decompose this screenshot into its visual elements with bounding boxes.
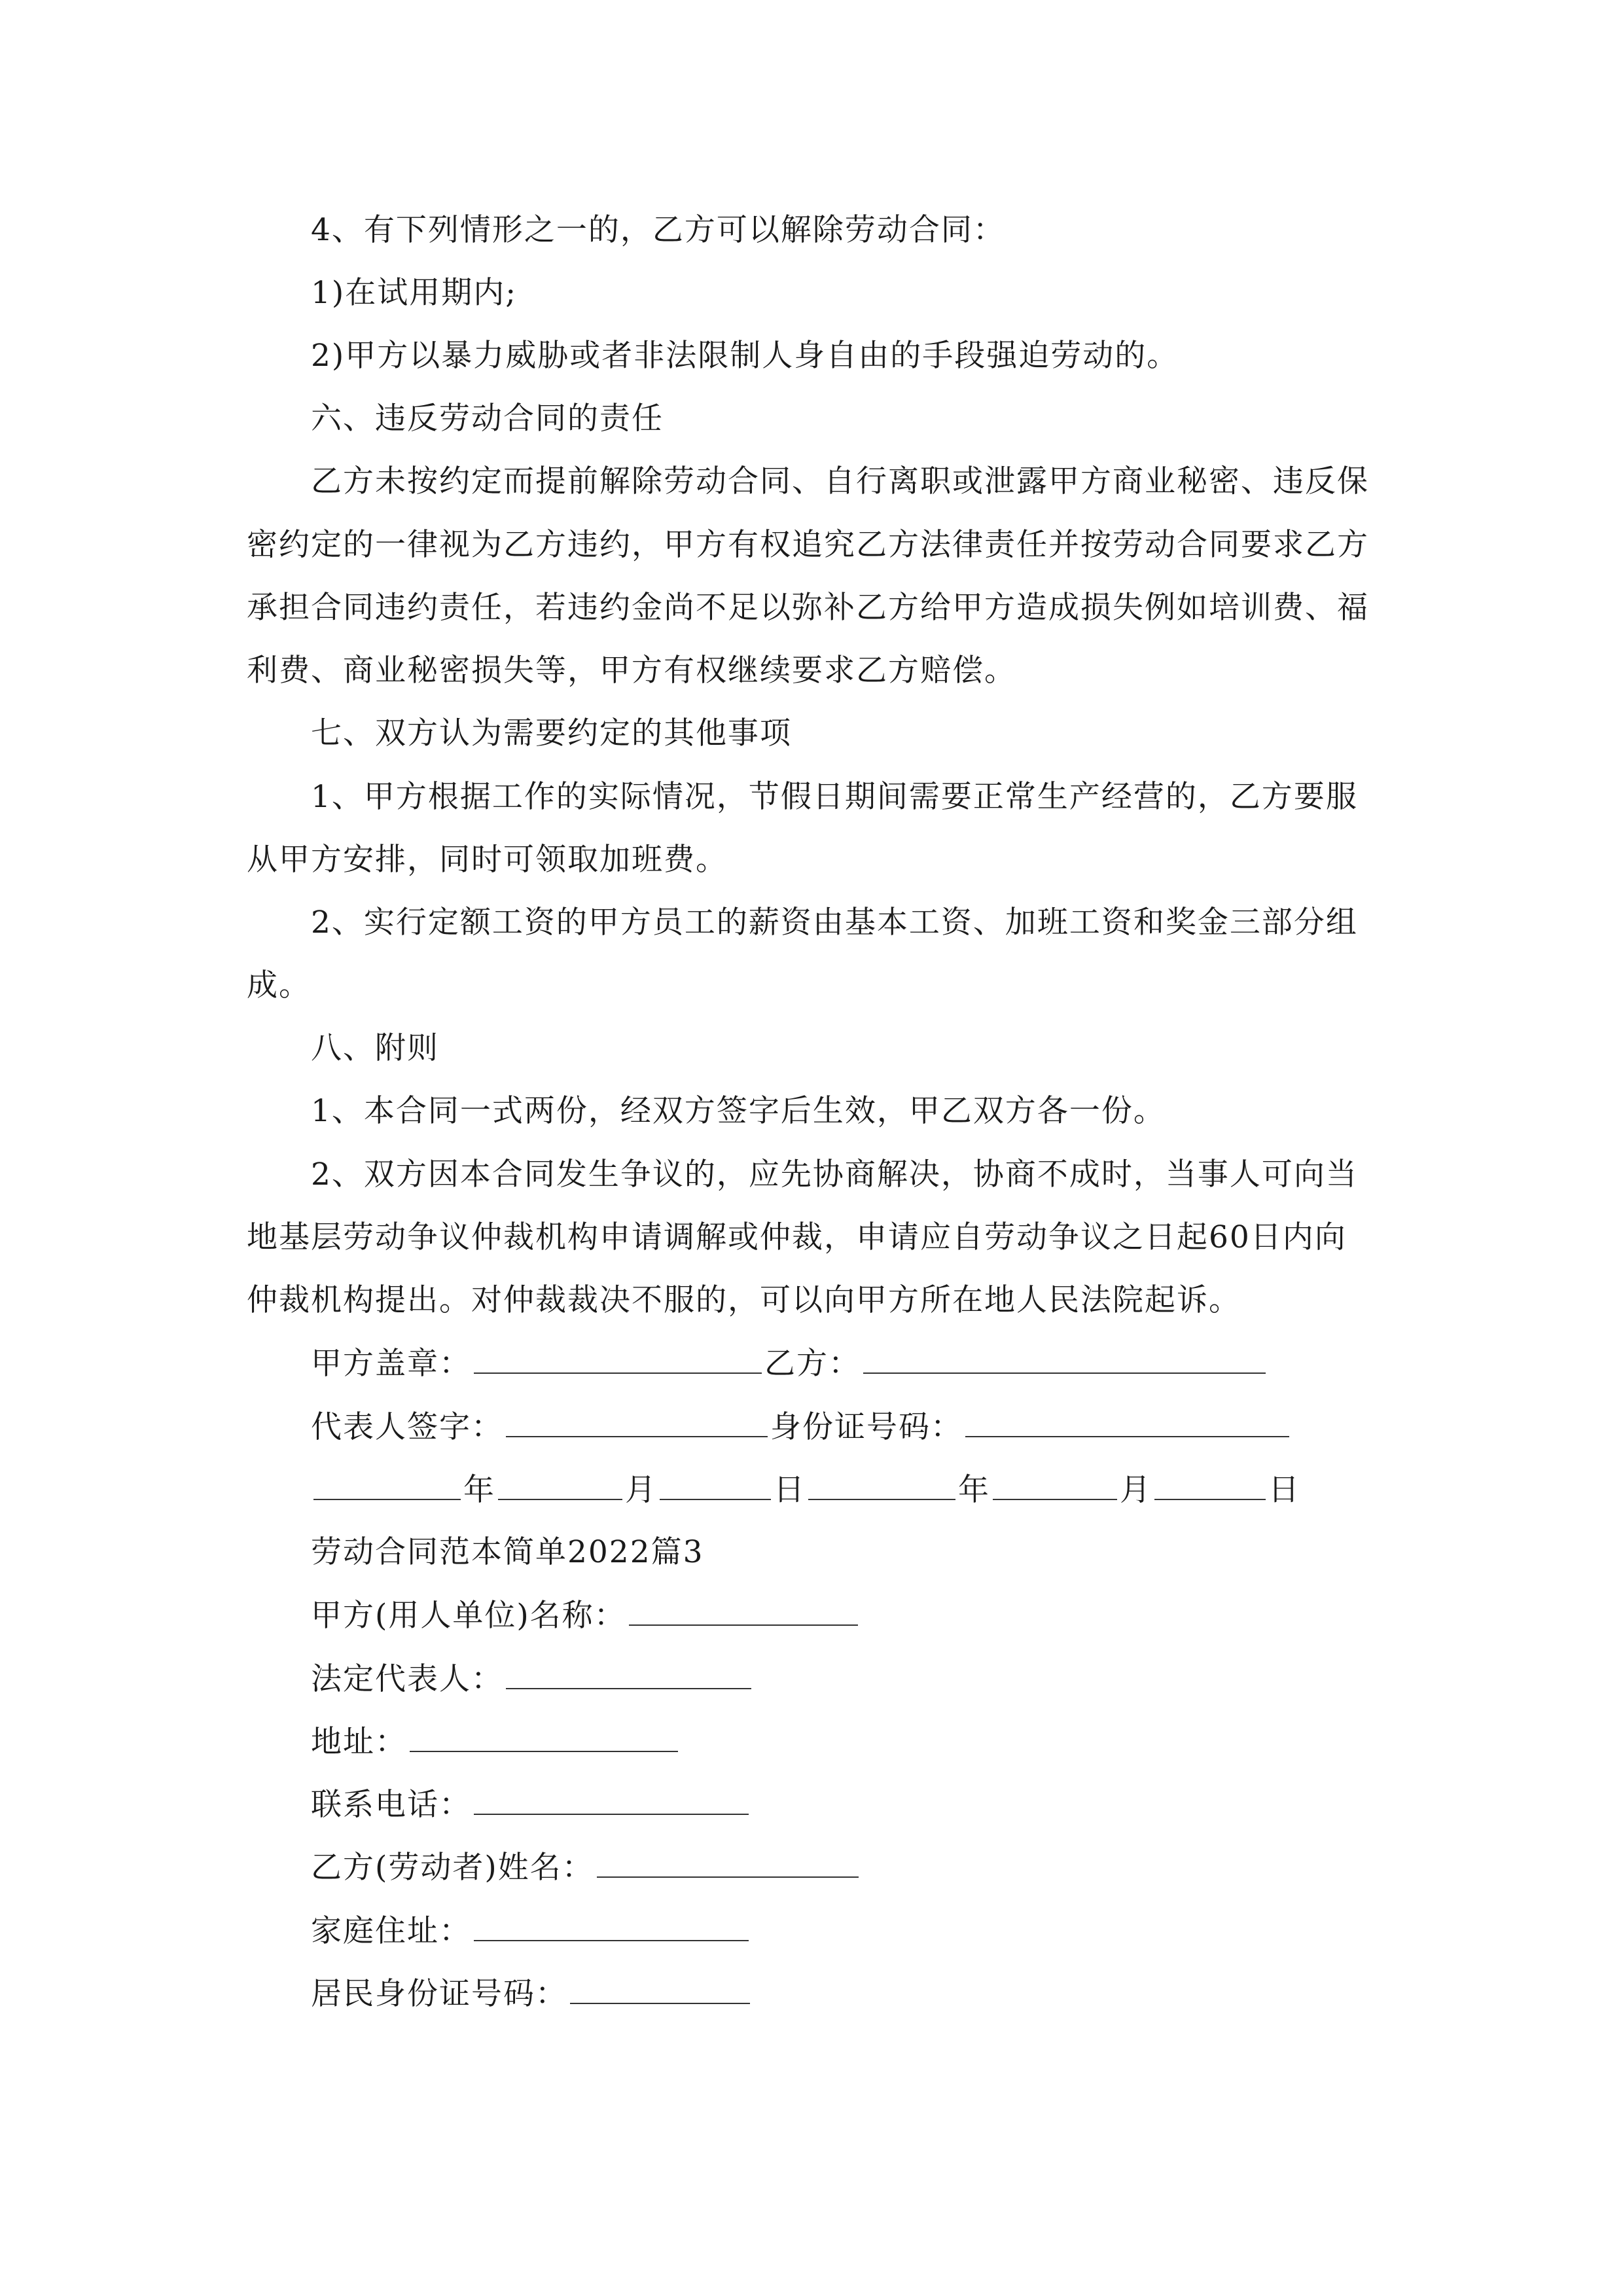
section-3-title: 劳动合同范本简单2022篇3 xyxy=(311,1534,704,1570)
rep-sign-label: 代表人签字： xyxy=(311,1409,503,1445)
phone-row xyxy=(311,1785,751,1825)
year-label: 年 xyxy=(463,1472,495,1508)
employee-name-row xyxy=(311,1848,861,1888)
home-address-label: 家庭住址： xyxy=(311,1913,471,1949)
month-label: 月 xyxy=(1120,1472,1152,1508)
id-number-blank[interactable] xyxy=(965,1407,1289,1437)
section-7-item-1-line: 1、甲方根据工作的实际情况，节假日期间需要正常生产经营的，乙方要服 xyxy=(311,779,1358,815)
party-a-seal-label: 甲方盖章： xyxy=(311,1346,471,1382)
month-blank-a[interactable] xyxy=(498,1470,622,1500)
clause-4-item-1: 1)在试用期内; xyxy=(311,275,518,311)
day-blank-a[interactable] xyxy=(660,1470,771,1500)
month-label: 月 xyxy=(625,1472,657,1508)
signature-row-1 xyxy=(311,1344,1268,1384)
resident-id-label: 居民身份证号码： xyxy=(311,1976,567,2012)
legal-rep-blank[interactable] xyxy=(506,1659,751,1689)
clause-4-item-2: 2)甲方以暴力威胁或者非法限制人身自由的手段强迫劳动的。 xyxy=(311,338,1179,374)
section-7-item-1-line: 从甲方安排，同时可领取加班费。 xyxy=(247,842,728,878)
day-label: 日 xyxy=(1268,1472,1300,1508)
resident-id-blank[interactable] xyxy=(570,1974,750,2004)
employer-name-row xyxy=(311,1596,861,1636)
signature-date-row xyxy=(311,1470,1300,1510)
day-label: 日 xyxy=(774,1472,806,1508)
clause-4-heading: 4、有下列情形之一的，乙方可以解除劳动合同： xyxy=(311,212,1005,248)
party-b-blank[interactable] xyxy=(863,1344,1266,1374)
employer-name-label: 甲方(用人单位)名称： xyxy=(311,1598,626,1634)
employer-name-blank[interactable] xyxy=(629,1596,858,1626)
year-blank-b[interactable] xyxy=(808,1470,955,1500)
home-address-row xyxy=(311,1911,751,1951)
month-blank-b[interactable] xyxy=(993,1470,1117,1500)
section-7-item-2-line: 成。 xyxy=(247,967,311,1003)
section-8-item-2-line: 2、双方因本合同发生争议的，应先协商解决，协商不成时，当事人可向当 xyxy=(311,1157,1358,1193)
section-7-item-2-line: 2、实行定额工资的甲方员工的薪资由基本工资、加班工资和奖金三部分组 xyxy=(311,905,1358,941)
section-8-heading: 八、附则 xyxy=(311,1030,439,1066)
section-6-para-line: 利费、商业秘密损失等，甲方有权继续要求乙方赔偿。 xyxy=(247,653,1016,689)
section-6-para-line: 承担合同违约责任，若违约金尚不足以弥补乙方给甲方造成损失例如培训费、福 xyxy=(247,590,1369,626)
section-7-heading: 七、双方认为需要约定的其他事项 xyxy=(311,715,792,751)
address-blank[interactable] xyxy=(410,1722,678,1752)
home-address-blank[interactable] xyxy=(474,1911,749,1941)
address-row xyxy=(311,1722,681,1762)
address-label: 地址： xyxy=(311,1724,407,1760)
legal-rep-label: 法定代表人： xyxy=(311,1661,503,1697)
phone-blank[interactable] xyxy=(474,1785,749,1815)
phone-label: 联系电话： xyxy=(311,1787,471,1823)
rep-sign-blank[interactable] xyxy=(506,1407,768,1437)
year-label: 年 xyxy=(958,1472,990,1508)
signature-row-2 xyxy=(311,1407,1292,1447)
section-6-para-line: 密约定的一律视为乙方违约，甲方有权追究乙方法律责任并按劳动合同要求乙方 xyxy=(247,527,1369,563)
employee-name-blank[interactable] xyxy=(597,1848,859,1878)
year-blank-a[interactable] xyxy=(313,1470,461,1500)
section-8-item-2-line: 仲裁机构提出。对仲裁裁决不服的，可以向甲方所在地人民法院起诉。 xyxy=(247,1282,1241,1318)
id-number-label: 身份证号码： xyxy=(770,1409,963,1445)
section-8-item-2-line: 地基层劳动争议仲裁机构申请调解或仲裁，申请应自劳动争议之日起60日内向 xyxy=(247,1219,1347,1255)
section-6-para-line: 乙方未按约定而提前解除劳动合同、自行离职或泄露甲方商业秘密、违反保 xyxy=(311,463,1369,499)
section-6-heading: 六、违反劳动合同的责任 xyxy=(311,401,664,437)
party-b-label: 乙方： xyxy=(764,1346,861,1382)
party-a-seal-blank[interactable] xyxy=(474,1344,762,1374)
employee-name-label: 乙方(劳动者)姓名： xyxy=(311,1850,594,1886)
section-8-item-1: 1、本合同一式两份，经双方签字后生效，甲乙双方各一份。 xyxy=(311,1093,1166,1129)
resident-id-row xyxy=(311,1974,753,2014)
day-blank-b[interactable] xyxy=(1154,1470,1266,1500)
legal-rep-row xyxy=(311,1659,754,1699)
